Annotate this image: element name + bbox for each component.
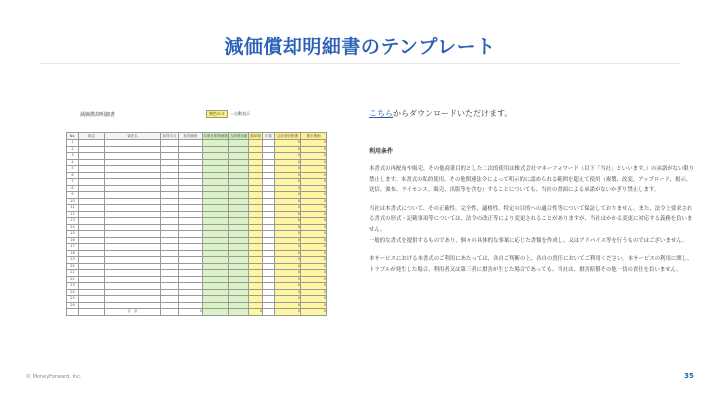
zero-value: 0 [275,257,301,264]
zero-value: 0 [275,276,301,283]
row-number: 25 [67,296,79,303]
row-number: 26 [67,302,79,309]
row-number: 24 [67,289,79,296]
row-number: 3 [67,153,79,160]
title-divider [40,63,680,64]
table-cell [79,309,105,316]
row-number: 23 [67,283,79,290]
depreciation-table [66,132,327,316]
zero-value: 0 [301,205,327,212]
zero-value: 0 [275,231,301,238]
terms-paragraph-4: 本サービスにおける本書式のご利用にあたっては、各自ご判断の上、各自の責任においてご利用ください。本サービスの利用に関し、トラブルが発生した場合、利用者又は第三者に損害が生じた場合であっても、当社は、損害賠償その他一切の責任を負いません。 [369,256,693,273]
zero-value: 0 [301,179,327,186]
table-cell [229,309,249,316]
zero-value: 0 [301,250,327,257]
table-header-cell: 期末簿価 [301,133,327,140]
zero-value: 0 [275,224,301,231]
download-link[interactable]: こちら [369,109,393,118]
legend-yellow-tag: 黄色セル [206,110,228,118]
zero-value: 0 [249,309,263,316]
row-number: 7 [67,179,79,186]
zero-value: 0 [275,250,301,257]
row-number: 8 [67,185,79,192]
row-number: 10 [67,198,79,205]
download-line [369,108,695,120]
total-label: 合 計 [105,309,161,316]
row-number: 19 [67,257,79,264]
table-header-cell: 本期首帳簿価額 [203,133,228,138]
zero-value: 0 [275,185,301,192]
zero-value: 0 [301,309,327,316]
zero-value: 0 [301,159,327,166]
zero-value: 0 [301,276,327,283]
info-panel [369,108,695,275]
table-row [67,309,327,316]
table-header-cell: 取得年月 [162,133,177,138]
row-number: 13 [67,218,79,225]
table-header-cell: 資産名 [105,133,161,140]
row-number: 21 [67,270,79,277]
zero-value: 0 [301,185,327,192]
table-cell [161,309,179,316]
row-number: 17 [67,244,79,251]
zero-value: 0 [275,263,301,270]
zero-value: 0 [301,257,327,264]
zero-value: 0 [301,166,327,173]
table-header-cell: No. [67,133,79,140]
page-title: 減価償却明細書のテンプレート [224,36,496,58]
zero-value: 0 [179,309,203,316]
zero-value: 0 [275,309,301,316]
zero-value: 0 [301,153,327,160]
row-number: 16 [67,237,79,244]
row-number: 14 [67,224,79,231]
zero-value: 0 [301,231,327,238]
sheet-legend [206,110,250,118]
zero-value: 0 [275,270,301,277]
zero-value: 0 [301,198,327,205]
template-preview [66,108,326,314]
row-number: 6 [67,172,79,179]
terms-paragraph-2: 当社は本書式について、その正確性、完全性、適格性、特定の目的への適合性等について保証しておりません。また、法令上要求される書式の形式・記載事項等については、法令の改正等により変更されることがありますが、当社はかかる変更に対応する義務を負いません。 [369,205,693,233]
row-number: 1 [67,140,79,147]
zero-value: 0 [275,211,301,218]
zero-value: 0 [275,218,301,225]
terms-paragraph-3: 一般的な書式を提供するものであり、個々の具体的な事案に応じた書類を作成し、又はアドバイス等を行うものではございません。 [369,237,688,244]
zero-value: 0 [301,224,327,231]
zero-value: 0 [301,192,327,199]
zero-value: 0 [275,237,301,244]
zero-value: 0 [275,159,301,166]
zero-value: 0 [301,302,327,309]
table-cell [67,309,79,316]
row-number: 4 [67,159,79,166]
row-number: 2 [67,146,79,153]
table-header-cell: 償却額 [250,133,261,138]
zero-value: 0 [301,270,327,277]
table-header-cell: 年数 [263,133,275,140]
zero-value: 0 [301,283,327,290]
table-header-cell: 取得価格 [179,133,203,140]
row-number: 18 [67,250,79,257]
zero-value: 0 [275,198,301,205]
zero-value: 0 [301,296,327,303]
zero-value: 0 [275,205,301,212]
zero-value: 0 [275,244,301,251]
zero-value: 0 [275,283,301,290]
terms-paragraph-1: 本書式の再配布や販売、その他商業目的とした二次的使用は株式会社マネーフォワード（以下「当社」といいます。）の承諾がない限り禁止します。本書式の私的使用、その他関連法令によって明示的に認められる範囲を超えて使用（複製、改変、アップロード、掲示、送信、頒布、ライセンス、販売、出版等を含む）することについても、当社の書面による承諾がないかぎり禁止します。 [369,166,695,194]
zero-value: 0 [301,237,327,244]
table-header-cell: 当期増加額 [229,133,248,138]
zero-value: 0 [301,263,327,270]
table-header [67,133,327,140]
zero-value: 0 [275,192,301,199]
row-number: 12 [67,211,79,218]
zero-value: 0 [301,211,327,218]
copyright: © MoneyForward, Inc. [26,374,82,380]
zero-value: 0 [275,140,301,147]
row-number: 15 [67,231,79,238]
zero-value: 0 [275,302,301,309]
download-text: からダウンロードいただけます。 [393,109,513,118]
zero-value: 0 [301,140,327,147]
row-number: 20 [67,263,79,270]
table-cell [263,309,275,316]
zero-value: 0 [275,172,301,179]
zero-value: 0 [275,179,301,186]
table-cell [203,309,229,316]
row-number: 9 [67,192,79,199]
sheet-title: 減価償却明細書 [80,112,116,118]
zero-value: 0 [275,153,301,160]
zero-value: 0 [301,218,327,225]
legend-text: ＝自動表示 [230,111,250,116]
zero-value: 0 [301,146,327,153]
row-number: 11 [67,205,79,212]
zero-value: 0 [301,289,327,296]
zero-value: 0 [275,166,301,173]
zero-value: 0 [275,296,301,303]
row-number: 22 [67,276,79,283]
zero-value: 0 [301,172,327,179]
page-number: 35 [684,372,694,380]
table-header-cell: 勘定 [79,133,105,140]
row-number: 5 [67,166,79,173]
zero-value: 0 [275,289,301,296]
terms-heading: 利用条件 [369,148,394,155]
table-header-cell: 会計期首帳簿 [275,133,301,140]
zero-value: 0 [275,146,301,153]
zero-value: 0 [301,244,327,251]
